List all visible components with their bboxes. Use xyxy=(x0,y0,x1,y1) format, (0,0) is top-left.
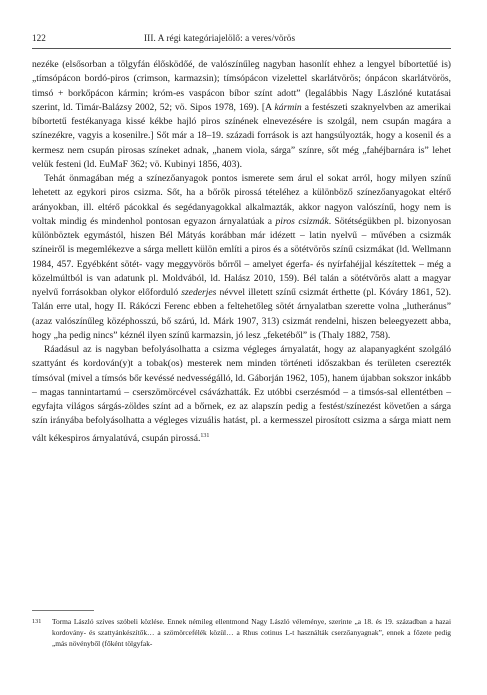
footnote xyxy=(32,616,451,650)
italic-term: kármin xyxy=(274,101,302,113)
footnote-text: Torma László szíves szóbeli közlése. Ennek némileg ellentmond Nagy László véleménye, szerinte „a 18. és 19. században a hazai kordovány- és szattyánkészítők… a szömörcefélék közül… a Rhus cotinus L-t használták cserzőanyagnak”, ennek a főzete pedig „más növényből (főként tölgyfak- xyxy=(52,617,451,649)
paragraph-3 xyxy=(32,343,451,446)
text-run: nezéke (elsősorban a tölgyfán élősködőé, de valószínűleg nagyban hasonlít ehhez a lengyel bíbortetűé is) „tímsópácon bordó-piros (crimson, karmazsin); tímsópácon vizelettel skarlátvörös; ónpácon skarlátvörös, timsó + borkőpácon kármin; króm-es vaspácon bíbor színt adott” (legalábbis Nagy Lászlóné kutatásai szerint, ld. Timár-Balázsy 2002, 52; vö. Sipos 1978, 169). [A xyxy=(32,59,451,113)
body-text xyxy=(32,58,451,446)
paragraph-1 xyxy=(32,58,451,172)
text-run: névvel illetett színű csizmát érthette (pl. Kóváry 1861, 52). Talán erre utal, hogy II. Rákóczi Ferenc ebben a feltehetőleg sötét árnyalatban szerette volna „lutheránus” (azaz valószínűleg középhosszú, bő szárú, ld. Márk 1907, 313) csizmát rendelni, hiszen beleegyezett abba, hogy „ha pedig nincs” kéznél ilyen színű karmazsin, jó lesz „feketéből” is (Thaly 1882, 758). xyxy=(32,287,451,341)
text-run: Tehát önmagában még a színezőanyagok pontos ismerete sem árul el sokat arról, hogy milyen színű lehetett az egykori piros csizma. Sőt, ha a bőrök pirossá tételéhez a különböző színezőanyagokat eltérő arányokban, ill. eltérő pácokkal és segédanyagokkal alkalmazták, akkor nagyon valószínű, hogy nem is voltak mindig és mindenhol pontosan egyazon árnyalatúak a xyxy=(32,173,451,227)
paragraph-2 xyxy=(32,172,451,343)
running-title: III. A régi kategóriajelölő: a veres/vörös xyxy=(144,33,296,43)
footnote-number: 131 xyxy=(32,618,42,625)
page-number: 122 xyxy=(32,33,46,43)
footnote-rule xyxy=(32,610,94,611)
italic-term: piros csizmák xyxy=(275,215,329,227)
text-run: a festészeti szaknyelvben az amerikai bíbortetű festékanyaga kissé kékbe hajló piros színének elnevezésére is szolgál, nem csupán magára a színezékre, vagyis a kosenilre.] Sőt már a 18–19. századi források is azt hangsúlyozták, hogy a kosenil és a kermesz nem csupán pirosas színeket adnak, „hanem viola, sárga” színre, sőt még „fahéjbarnára is” lehet velük festeni (ld. EuMaF 362; vö. Kubinyi 1856, 403). xyxy=(32,101,451,170)
italic-term: szederjes xyxy=(181,287,217,298)
text-run: . Sötétségükben pl. bizonyosan különböztek egymástól, hiszen Bél Mátyás korábban már idézett – latin nyelvű – művében a csizmák színeiről is megemlékezve a sárga mellett külön említi a piros és a sötétvörös színű csizmákat (ld. Wellmann 1984, 457. Egyébként sötét- vagy meggyvörös bőrről – amelyet égerfa- és nyírfahéjjal készítettek – még a közelmúltból is van adatunk pl. Moldvából, ld. Halász 2010, 159). Bél talán a sötétvörös alatt a magyar nyelvű forrásokban olykor előforduló xyxy=(32,215,451,298)
header-rule xyxy=(32,48,451,49)
text-run: Ráadásul az is nagyban befolyásolhatta a csizma végleges árnyalatát, hogy az alapanyagként szolgáló szattyánt és kordován(y)t a tobak(os) mesterek nem minden történeti időszakban és területen cserezték tímsóval (mivel a tímsós bőr kevéssé nedvességálló, ld. Gáborján 1962, 105), hanem újabban sokszor inkább – magas tannintartamú – cserszömörcével csávázhatták. Ez utóbbi cserzésmód – a timsós-sal ellentétben – egyfajta világos sárgás-zöldes színt ad a bőrnek, ez az alapszín pedig a festést/színezést követően a sárga szín irányába befolyásolhatta a végleges vizuális hatást, pl. a kermesszel pirosított csizma a sárga miatt nem vált kékespiros árnyalatúvá, csupán pirossá. xyxy=(32,344,451,444)
footnote-reference: 131 xyxy=(200,432,210,439)
